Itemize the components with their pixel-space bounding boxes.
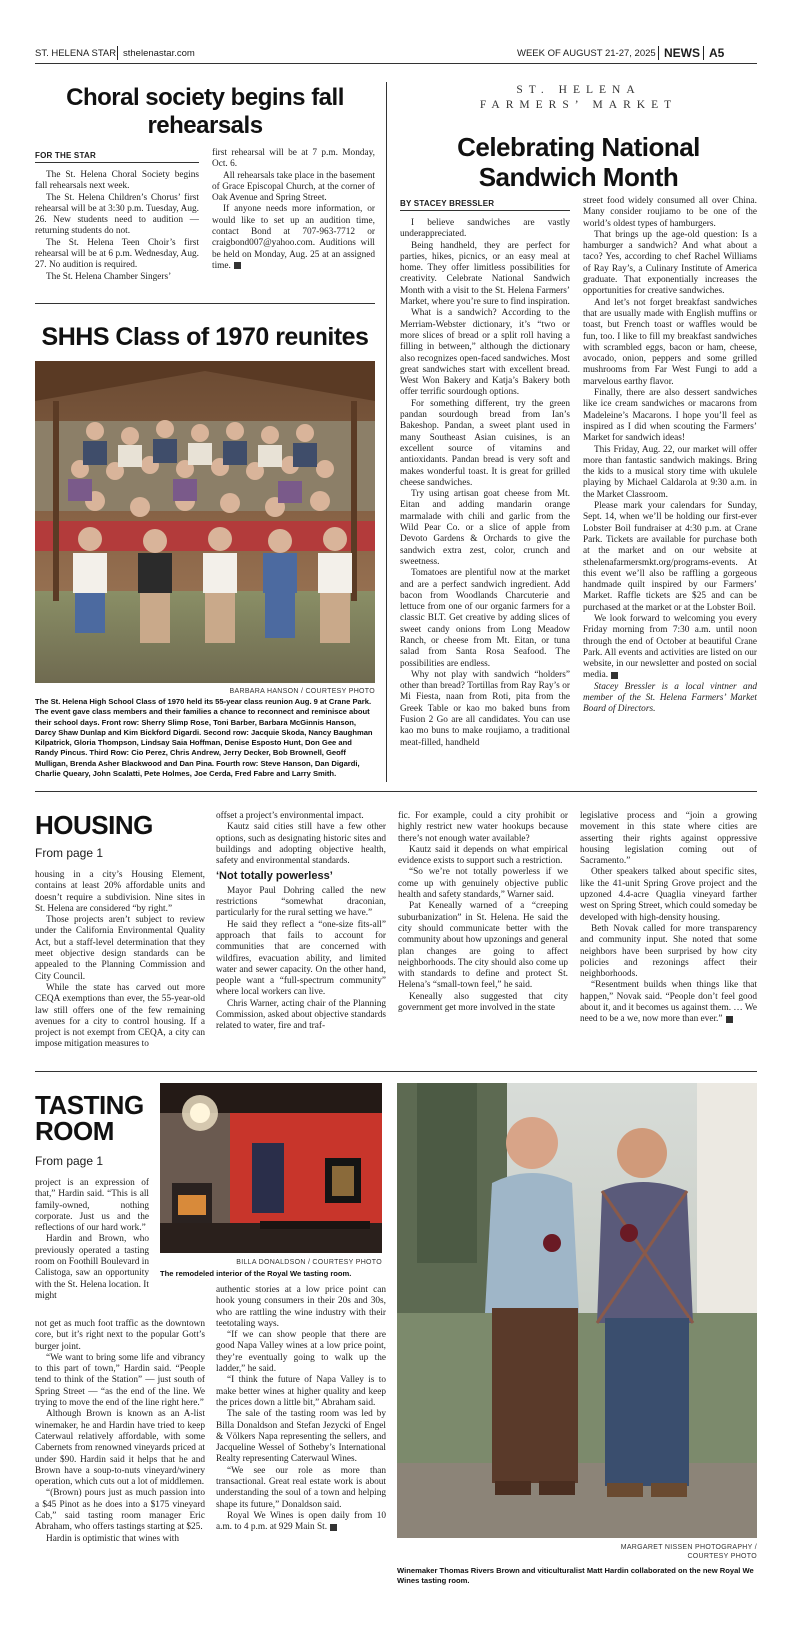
paragraph: Finally, there are also dessert sandwiches like ice cream sandwiches or macarons from Madeleine’s Macarons. I hope you’ll feel as inspired as I did when scouting the Farmers’ Market for sandwich ideas! [583, 388, 757, 444]
paragraph: What is a sandwich? According to the Merriam-Webster dictionary, it’s “two or more slices of bread or a split roll having a filling in between,” although the dictionary also recognizes open-faced sandwiches. Most great sandwiches start with excellent bread. West Won Bakery and Katja’s Bakery both offer terrific sourdough options. [400, 308, 570, 398]
tasting-headline-line-2: ROOM [35, 1116, 114, 1146]
paragraph: not get as much foot traffic as the downtown core, but it’s right next to the popular Gott’s burger joint. [35, 1319, 205, 1352]
end-mark-icon [234, 262, 241, 269]
paragraph: This Friday, Aug. 22, our market will offer more than fantastic sandwich makings. Bring the kids to a musical story time with ukulele playing by Michael Caldarola at 9:30 a.m. in the Market Classroom. [583, 444, 757, 500]
housing-column-3 [398, 811, 568, 1056]
paragraph: housing in a city’s Housing Element, contains at least 20% affordable units and doesn’t require a subdivision. Nine sites in St. Helena are considered “by right.” [35, 870, 205, 914]
paragraph: For something different, try the green pandan sourdough bread from Ian’s Bakeshop. Pandan, a sweet plant used in many Southeast Asian cuisines, is an excellent source of vitamins and antioxidants. Pandan bread is very soft and makes wonderful toast. It is great for grilled cheese sandwiches. [400, 398, 570, 488]
choral-column-1 [35, 170, 199, 288]
sandwich-byline: BY STACEY BRESSLER [400, 199, 495, 208]
paragraph: The St. Helena Teen Choir’s first rehearsal will be at 6 p.m. Wednesday, Aug. 27. No audition is required. [35, 237, 199, 271]
section-rule [35, 1071, 757, 1072]
paragraph: Hardin is optimistic that wines with [46, 1533, 179, 1544]
paragraph: Chris Warner, acting chair of the Planning Commission, asked about objective standards related to water, fire and traf- [216, 998, 386, 1032]
byline-rule [400, 210, 570, 211]
paragraph: Hardin and Brown, who previously operated a tasting room on Foothill Boulevard in Calistoga, saw an opportunity with the St. Helena location. It might [35, 1234, 149, 1301]
housing-column-2 [216, 811, 386, 1056]
portrait-credit [397, 1543, 757, 1561]
paragraph: That brings up the age-old question: Is a hamburger a sandwich? And what about a taco? Yes, according to chef Rachel Williams of Ray Ray’s, a Culinary Institute of America graduate. That exponentially increases the opportunities for creative sandwiches. [583, 229, 757, 297]
farmers-market-kicker [400, 83, 757, 113]
tasting-jump: From page 1 [35, 1154, 104, 1168]
paragraph-text: If anyone needs more information, or would like to set up an audition time, contact Bond at 707-963-7712 or craigbond007@yahoo.com. Auditions will be held on Monday, Aug. 25 at an assigned time. [212, 204, 375, 271]
paragraph-text: We look forward to welcoming you every Friday morning from 7:30 a.m. until noon through the end of October at beautiful Crane Park. All events and activities are listed on our website, in our newsletter and posted on social media. [583, 613, 757, 681]
paragraph: I believe sandwiches are vastly underappreciated. [400, 218, 570, 240]
paragraph: Tomatoes are plentiful now at the market and are a perfect sandwich ingredient. Add bacon from Woodlands Charcuterie and lettuce from one of our organic farmers for a classic BLT. Get creative by adding slices of sweet candy onions from Long Meadow Ranch, or cheese from Mt. Eitan, or tuna salad from Santa Rosa Seafood. The possibilities are endless. [400, 568, 570, 669]
masthead-rule [35, 63, 757, 64]
paragraph: The sale of the tasting room was led by Billa Donaldson and Stefan Jezycki of Engel & Völkers Napa representing the sellers, and Jacqueline Wessel of Sotheby’s International Realty representing Caterwaul Wines. [216, 1409, 386, 1465]
choral-byline: FOR THE STAR [35, 151, 96, 160]
paragraph: “(Brown) pours just as much passion into a $45 Pinot as he does into a $175 vineyard Cab,” said tasting room manager Eric Abraham, who offers tastings starting at $25. [35, 1488, 205, 1533]
paragraph: Why not play with sandwich “holders” other than bread? Tortillas from Ray Ray’s or Mi Fiesta, naan from Roti, pita from the Greek Table or kao mo baked buns from Fusion 2 Go are all candidates. You can use kao mo buns to make roujiamo, a traditional meat-filled, handheld [400, 669, 570, 748]
paragraph: Beth Novak called for more transparency and community input. She noted that some neighbors have been surprised by how city policies and rezonings affect their neighborhoods. [580, 923, 757, 980]
paragraph: fic. For example, could a city prohibit or highly restrict new water hookups because there’s not enough water available? [398, 811, 568, 844]
masthead-divider [703, 46, 704, 60]
tasting-headline [35, 1092, 144, 1144]
section-label: NEWS [664, 46, 700, 60]
paragraph: “We see our role as more than transactional. Great real estate work is about understanding the soul of a town and helping shape its future,” Donaldson said. [216, 1465, 386, 1510]
week-label: WEEK OF AUGUST 21-27, 2025 [517, 48, 656, 59]
paragraph: Kautz said it depends on what empirical evidence exists to support such a restriction. [398, 844, 568, 867]
paragraph: Other speakers talked about specific sites, like the 41-unit Spring Grove project and the upzoned 4.4-acre Quaglia vineyard farther west on Spring Street, which could someday be developed with high-density housing. [580, 867, 757, 923]
tasting-column-c [216, 1285, 386, 1595]
sandwich-column-1 [400, 218, 570, 776]
end-mark-icon [611, 672, 618, 679]
paragraph [583, 614, 757, 682]
paragraph: Although Brown is known as an A-list winemaker, he and Hardin have tried to keep Caterwaul relatively affordable, with some Cabernets from renowned vineyards priced at under $90. Hardin said it helps that he and Brown have a soup-to-nuts vineyard/winery operation, which cuts out a lot of middlemen. [35, 1409, 205, 1488]
paragraph: Those projects aren’t subject to review under the California Environmental Quality Act, but a staff-level determination that they meet objective design standards can be appealed to the Planning Commission and City Council. [35, 915, 205, 982]
paragraph: street food widely consumed all over China. Many consider roujiamo to be one of the world’s oldest types of hamburgers. [583, 196, 757, 229]
author-bio: Stacey Bressler is a local vintner and member of the St. Helena Farmers’ Market Board of Directors. [583, 681, 757, 715]
portrait-caption: Winemaker Thomas Rivers Brown and viticulturalist Matt Hardin collaborated on the new Royal We Wines tasting room. [397, 1566, 754, 1586]
interior-photo-icon [160, 1083, 382, 1253]
paragraph: While the state has carved out more CEQA exemptions than ever, the 55-year-old law still offers one of the few remaining avenues for a city to control housing. If a project is not exempt from CEQA, a city can impose mitigation measures to [35, 982, 205, 1050]
choral-headline: Choral society begins fall rehearsals [66, 84, 344, 139]
paragraph: And let’s not forget breakfast sandwiches that are usually made with English muffins or toast, but French toast or waffles would be fun, too. I like to fill my breakfast sandwiches with scrambled eggs, bacon or ham, cheese, avocado, onion, peppers and some grilled mushrooms from Far West Fungi to add a marvelous earthy flavor. [583, 297, 757, 387]
interior-caption: The remodeled interior of the Royal We tasting room. [160, 1269, 352, 1278]
reunion-headline: SHHS Class of 1970 reunites [41, 323, 369, 351]
interior-credit: BILLA DONALDSON / COURTESY PHOTO [236, 1259, 382, 1266]
housing-subhead: ‘Not totally powerless’ [216, 870, 333, 883]
end-mark-icon [330, 1524, 337, 1531]
paragraph [212, 204, 375, 272]
paragraph: offset a project’s environmental impact. [216, 811, 364, 821]
reunion-credit: BARBARA HANSON / COURTESY PHOTO [229, 688, 375, 695]
masthead-divider [117, 46, 118, 60]
paragraph: The St. Helena Choral Society begins fall rehearsals next week. [35, 170, 199, 192]
tasting-column-b [35, 1319, 205, 1595]
sandwich-column-2 [583, 196, 757, 776]
reunion-photo-icon [35, 361, 375, 683]
portrait-photo [397, 1083, 757, 1538]
paper-site: sthelenastar.com [123, 48, 195, 59]
paragraph: Try using artisan goat cheese from Mt. Eitan and adding mandarin orange marmalade with chili and garlic from the Wild Pear Co. or a slice of apple from Devoto Gardens & Orchards to give the sandwich extra zest, color, crunch and sweetness. [400, 489, 570, 567]
paragraph-text: “Resentment builds when things like that happen,” Novak said. “People don’t feel good about it, and it becomes us against them. … We need to be a we, now more than ever.” [580, 980, 757, 1025]
paragraph [580, 980, 757, 1025]
portrait-photo-icon [397, 1083, 757, 1538]
kicker-line-1: ST. HELENA [516, 84, 641, 96]
interior-photo [160, 1083, 382, 1253]
tasting-headline-line-1: TASTING [35, 1090, 144, 1120]
section-rule [35, 791, 757, 792]
section-rule [35, 303, 375, 304]
paragraph: Please mark your calendars for Sunday, Sept. 14, when we’ll be holding our first-ever Lobster Boil fundraiser at 4:30 p.m. at Crane Park. Tickets are available for purchase both at the market and on our website at sthelenafarmersmkt.org/programs-events. At this event we’ll also be raffling a gorgeous handmade quilt inspired by our Farmers’ Market. Raffle tickets are $25 and can be purchased at the market or at the Lobster Boil. [583, 501, 757, 613]
paragraph: Being handheld, they are perfect for parties, hikes, picnics, or an easy meal at home. They offer limitless possibilities for creativity. Celebrate National Sandwich Month with a visit to the St. Helena Farmers’ Market, where you’re sure to find inspiration. [400, 240, 570, 308]
page-number: A5 [709, 46, 725, 60]
paragraph: first rehearsal will be at 7 p.m. Monday, Oct. 6. [212, 148, 375, 170]
reunion-photo [35, 361, 375, 683]
tasting-column-a [35, 1178, 149, 1316]
paragraph: Mayor Paul Dohring called the new restrictions “somewhat draconian, particularly for the rural setting we have.” [216, 885, 386, 919]
column-divider [386, 82, 387, 782]
paragraph: “So we’re not totally powerless if we come up with genuinely objective public health and safety standards,” Warner said. [398, 867, 568, 901]
paragraph: project is an expression of that,” Hardin said. “This is all family-owned, nothing corporate. Just us and the reflections of our hard work.” [35, 1178, 149, 1234]
paragraph: “If we can show people that there are good Napa Valley wines at a low price point, they’re eventually going to walk up the ladder,” he said. [216, 1330, 386, 1375]
kicker-line-2: FARMERS’ MARKET [479, 99, 678, 111]
byline-rule [35, 162, 199, 163]
paragraph: authentic stories at a low price point can hook young consumers in their 20s and 30s, who are rattling the wine industry with their teetotaling ways. [216, 1285, 386, 1329]
paragraph: Pat Keneally warned of a “creeping suburbanization” in St. Helena. He said the city should communicate better with the community about how upzonings and general plan changes are going to affect neighborhoods. The city should also come up with standards to define and protect St. Helena’s “small-town feel,” he said. [398, 901, 568, 991]
end-mark-icon [726, 1016, 733, 1023]
housing-column-1 [35, 870, 205, 1056]
portrait-credit-line-1: MARGARET NISSEN PHOTOGRAPHY / [620, 1544, 757, 1551]
masthead [35, 46, 757, 62]
reunion-caption: The St. Helena High School Class of 1970 held its 55-year class reunion Aug. 9 at Crane Park. The event gave class members and their families a chance to reconnect and reminisce about their school days. Front row: Sherry Slimp Rose, Toni Barber, Barbara McGinnis Hanson, Darcy Shaw Dunlap and Kim Bickford Digardi. Second row: Jacquie Skoda, Nancy Baughman Kilpatrick, Gloria Thompson, Lindsay Saia Hoffman, Denise Esposto Hunt, Don Gee and Randy Pincus. Third Row: Cio Perez, Chris Andrew, Jerry Decker, Bob Brownell, Geoff Mulligan, Brenda Asher Blackwood and Dan Pina. Fourth row: Steve Hanson, Dan Digardi, Charlie Queary, John Scalatti, Pete Holmes, Joe Cerda, Fred Fabre and Larry Smith. [35, 697, 373, 779]
paragraph [216, 1511, 386, 1534]
paragraph: He said they reflect a “one-size fits-all” approach that fails to account for communities that are concerned with wildfires, evacuation ability, and limited water and sewer capacity. On the other hand, people want a “full-spectrum community” where local workers can live. [216, 919, 386, 998]
housing-headline: HOUSING [35, 810, 153, 840]
paragraph-text: Royal We Wines is open daily from 10 a.m. to 4 p.m. at 929 Main St. [216, 1510, 386, 1533]
paragraph: The St. Helena Chamber Singers’ [46, 271, 172, 282]
paragraph: Kautz said cities still have a few other options, such as designating historic sites and buildings and adopting objective health, safety and environmental standards. [216, 822, 386, 867]
paragraph: The St. Helena Children’s Chorus’ first rehearsal will be at 3:30 p.m. Tuesday, Aug. 26. New students need to audition — returning students do not. [35, 192, 199, 237]
masthead-divider [658, 46, 659, 60]
portrait-credit-line-2: COURTESY PHOTO [687, 1553, 757, 1560]
paragraph: “We want to bring some life and vibrancy to this part of town,” Hardin said. “People tend to think of the Station” — just south of Spring Street — “as the end of the line. We trying to move the end of the line right here.” [35, 1352, 205, 1409]
paragraph: All rehearsals take place in the basement of Grace Episcopal Church, at the corner of Oak Avenue and Spring Street. [212, 170, 375, 204]
paper-name: ST. HELENA STAR [35, 48, 117, 59]
paragraph: Keneally also suggested that city government get more involved in the state [398, 991, 568, 1014]
housing-jump: From page 1 [35, 846, 104, 860]
paragraph: legislative process and “join a growing movement in this state where cities are asserting their rights against oppressive housing legislation coming out of Sacramento.” [580, 811, 757, 867]
paragraph: “I think the future of Napa Valley is to make better wines at higher quality and keep the prices down a little bit,” Abraham said. [216, 1375, 386, 1408]
choral-column-2 [212, 148, 375, 288]
sandwich-headline: Celebrating National Sandwich Month [457, 132, 700, 192]
housing-column-4 [580, 811, 757, 1056]
